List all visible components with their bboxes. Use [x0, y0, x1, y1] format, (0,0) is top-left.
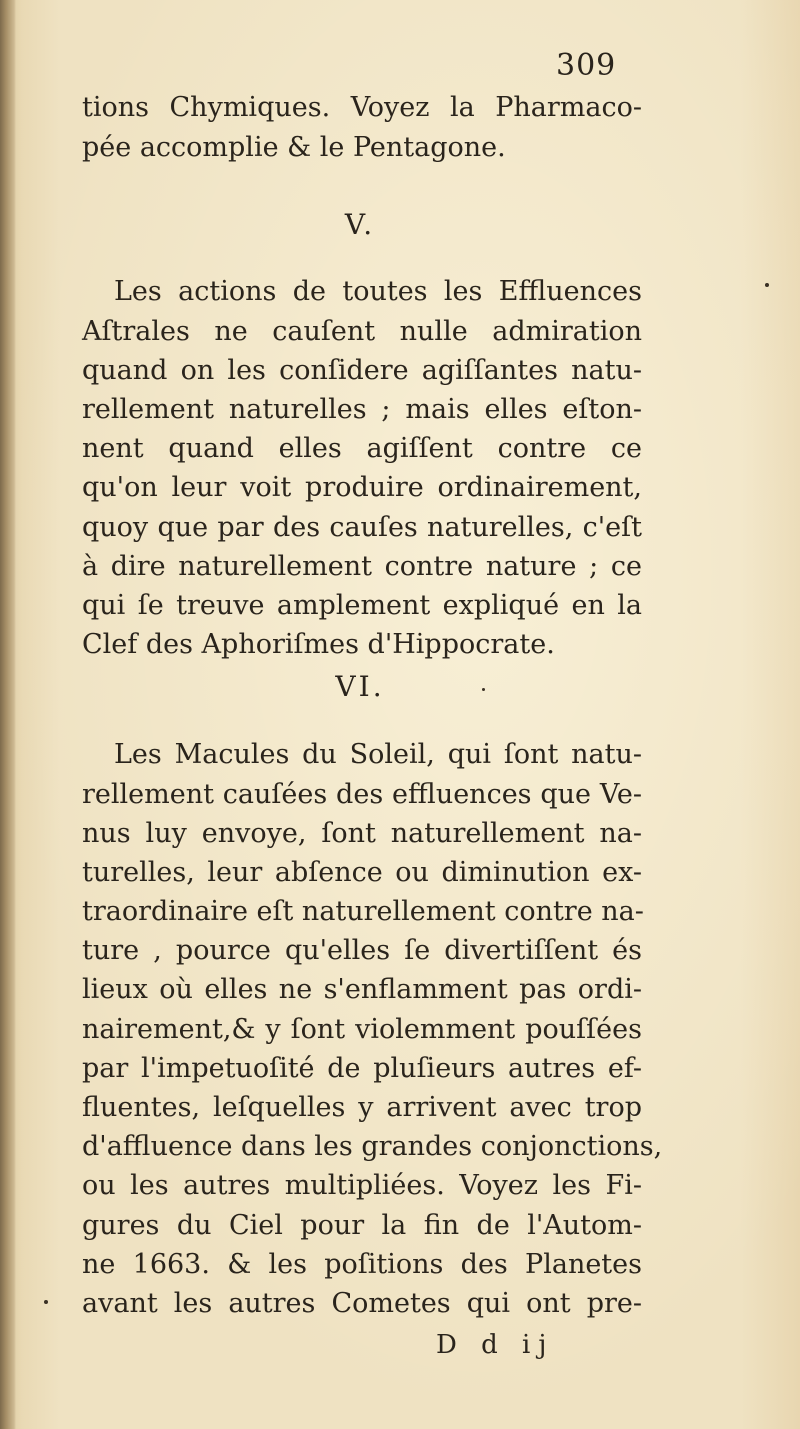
ink-speck	[44, 1300, 48, 1304]
text-line: Clef des Aphoriſmes d'Hippocrate.	[82, 629, 555, 660]
text-line: Aſtrales ne cauſent nulle admiration	[82, 316, 642, 347]
text-line: avant les autres Cometes qui ont pre-	[82, 1288, 642, 1319]
ink-speck	[482, 688, 485, 691]
text-line: qui ſe treuve amplement expliqué en la	[82, 590, 642, 621]
text-line: rellement cauſées des effluences que Ve-	[82, 779, 642, 810]
ink-speck	[765, 283, 769, 287]
text-line: nus luy envoye, ſont naturellement na-	[82, 818, 642, 849]
text-line: nairement,& y ſont violemment pouſſées	[82, 1014, 642, 1045]
text-line: Les Macules du Soleil, qui ſont natu-	[114, 739, 642, 770]
page-number: 309	[556, 48, 617, 83]
text-line: Les actions de toutes les Effluences	[114, 276, 642, 307]
text-line: ou les autres multipliées. Voyez les Fi-	[82, 1170, 642, 1201]
text-line: qu'on leur voit produire ordinairement,	[82, 472, 642, 503]
text-line: ture , pource qu'elles ſe divertiſſent és	[82, 935, 642, 966]
text-line: tions Chymiques. Voyez la Pharmaco-	[82, 92, 642, 123]
text-line: quoy que par des cauſes naturelles, c'eſt	[82, 512, 642, 543]
text-line: traordinaire eſt naturellement contre na-	[82, 896, 644, 927]
text-line: quand on les conſidere agiſſantes natu-	[82, 355, 642, 386]
text-line: pée accomplie & le Pentagone.	[82, 132, 506, 163]
text-line: à dire naturellement contre nature ; ce	[82, 551, 642, 582]
text-line: ne 1663. & les poſitions des Planetes	[82, 1249, 642, 1280]
section-heading: VI.	[335, 670, 385, 703]
text-line: d'affluence dans les grandes conjonctions,	[82, 1131, 663, 1162]
text-line: turelles, leur abſence ou diminution ex-	[82, 857, 642, 888]
text-line: rellement naturelles ; mais elles eſton-	[82, 394, 642, 425]
text-line: par l'impetuoſité de pluſieurs autres ef-	[82, 1053, 642, 1084]
catchword: D d ij	[436, 1330, 555, 1360]
text-line: nent quand elles agiſſent contre ce	[82, 433, 642, 464]
text-line: gures du Ciel pour la fin de l'Autom-	[82, 1210, 642, 1241]
section-heading: V.	[344, 208, 376, 241]
text-line: lieux où elles ne s'enflamment pas ordi-	[82, 974, 642, 1005]
text-line: fluentes, leſquelles y arrivent avec trop	[82, 1092, 642, 1123]
